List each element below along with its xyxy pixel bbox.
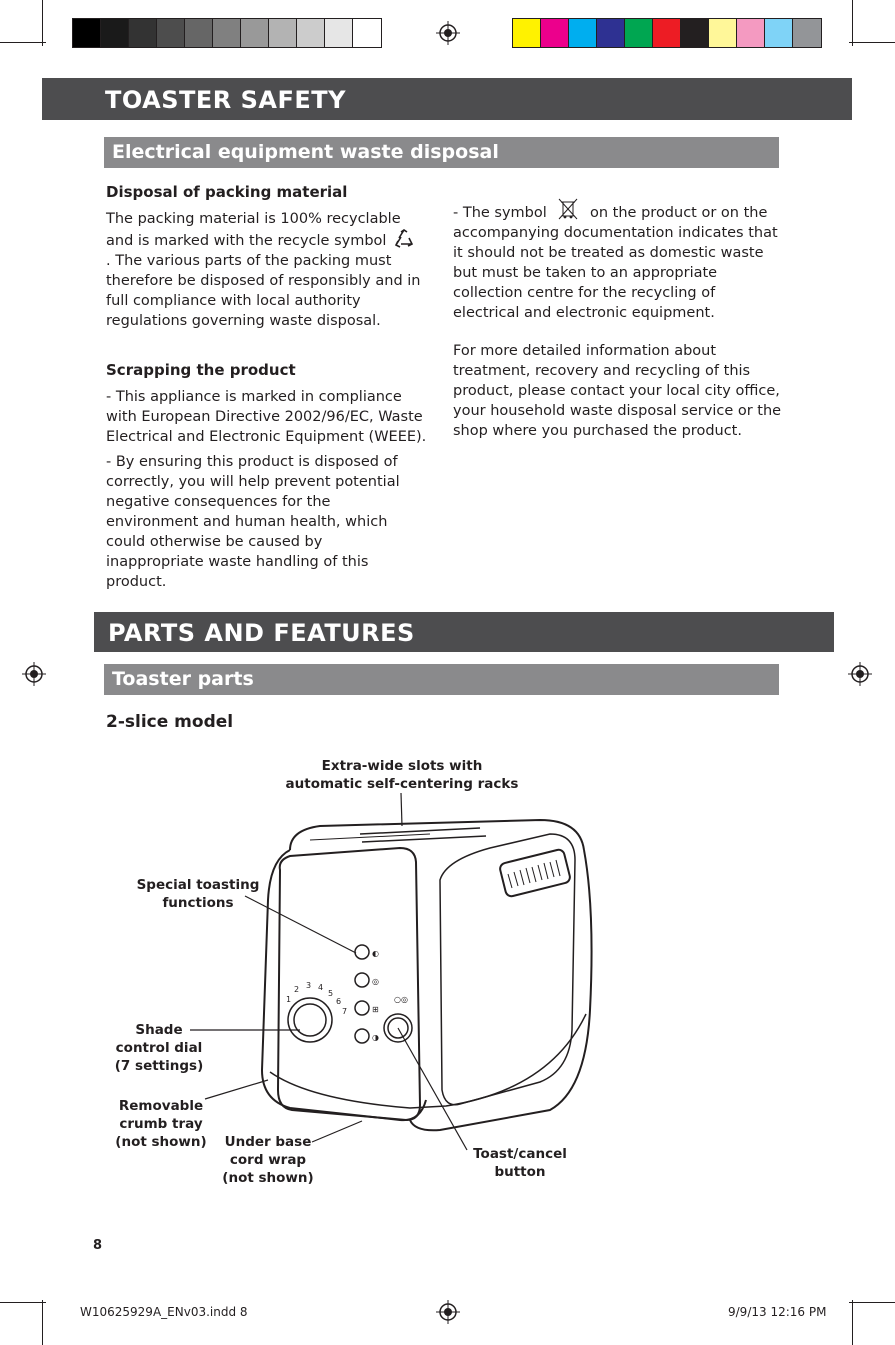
parts-section-title: PARTS AND FEATURES: [94, 612, 834, 652]
weee-p1-start: - The symbol: [453, 205, 547, 221]
slug-date: 9/9/13 12:16 PM: [728, 1305, 827, 1319]
weee-p1-end: on the product or on the accompanying documentation indicates that it should not be treated as domestic waste but must be taken to an appropriate collection centre for the recycling of electrical and electronic equipment.: [453, 205, 778, 321]
packing-text-end: . The various parts of the packing must therefore be disposed of responsibly and in full compliance with local authority regulations governing waste disposal.: [106, 253, 421, 329]
callout-cord-wrap: Under base cord wrap (not shown): [222, 1134, 314, 1186]
scrapping-p1: - This appliance is marked in compliance with European Directive 2002/96/EC, Waste Electrical and Electronic Equipment (WEEE).: [106, 389, 427, 445]
svg-text:○◎: ○◎: [394, 995, 408, 1004]
callout-special-functions: Special toasting functions: [136, 877, 260, 911]
toaster-parts-heading: Toaster parts: [104, 664, 779, 695]
packing-title: Disposal of packing material: [106, 183, 348, 201]
scrapping-title: Scrapping the product: [106, 361, 296, 379]
svg-text:5: 5: [328, 989, 334, 998]
svg-text:◑: ◑: [372, 1033, 379, 1042]
svg-text:1: 1: [286, 995, 292, 1004]
slug-filename: W10625929A_ENv03.indd 8: [80, 1305, 248, 1319]
scrapping-p2: - By ensuring this product is disposed of correctly, you will help prevent potential negative consequences for the environment and human health, which could otherwise be caused by inappropriate waste handling of this product.: [106, 454, 400, 590]
page-title: TOASTER SAFETY: [42, 78, 852, 120]
page-number: 8: [93, 1238, 103, 1253]
svg-text:3: 3: [306, 981, 312, 990]
svg-text:2: 2: [294, 985, 300, 994]
svg-text:◎: ◎: [372, 977, 379, 986]
svg-text:⊞: ⊞: [372, 1005, 379, 1014]
callout-slots: Extra-wide slots with automatic self-centering racks: [285, 758, 519, 792]
callout-shade-dial: Shade control dial (7 settings): [114, 1022, 204, 1074]
svg-text:6: 6: [336, 997, 342, 1006]
svg-text:4: 4: [318, 983, 324, 992]
callout-crumb-tray: Removable crumb tray (not shown): [115, 1098, 207, 1150]
callout-toast-cancel: Toast/cancel button: [473, 1146, 567, 1180]
packing-text-start: The packing material is 100% recyclable and is marked with the recycle symbol: [106, 211, 401, 249]
svg-text:7: 7: [342, 1007, 348, 1016]
svg-text:◐: ◐: [372, 949, 379, 958]
section-heading-waste: Electrical equipment waste disposal: [104, 137, 779, 168]
weee-p2: For more detailed information about treatment, recovery and recycling of this product, please contact your local city office, your household waste disposal service or the shop where you purchased the product.: [453, 343, 782, 439]
model-label: 2-slice model: [106, 712, 234, 732]
